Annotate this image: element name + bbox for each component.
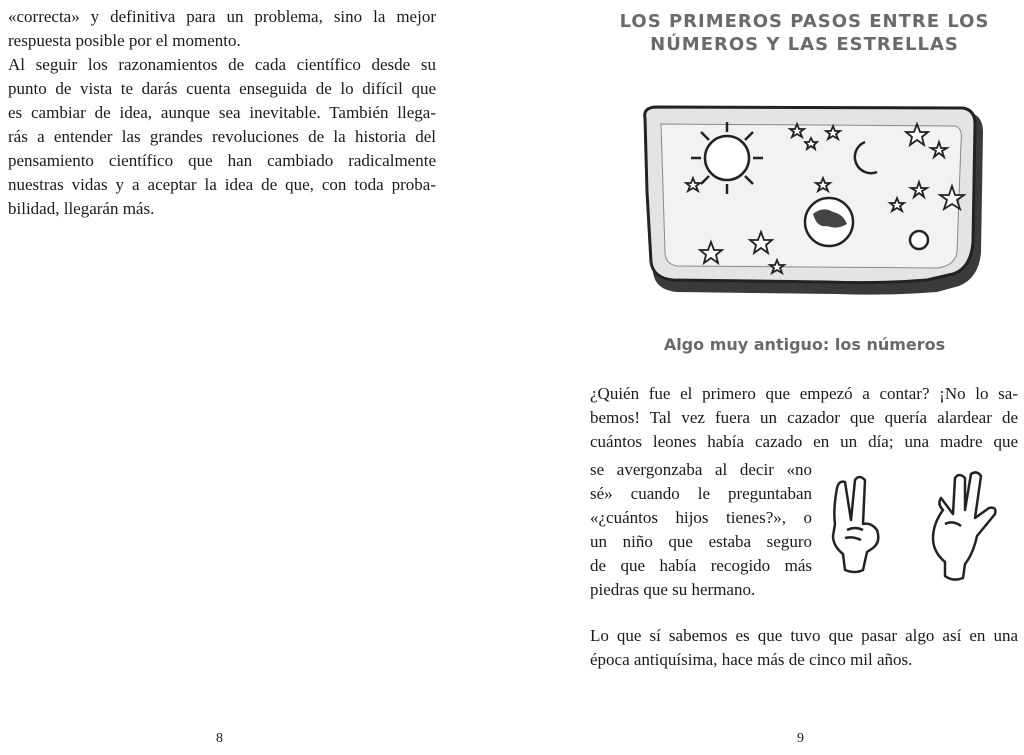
page-number: 8 [216, 731, 223, 746]
paragraph-2 [590, 624, 1018, 672]
text-line: «correcta» y definitiva para un problema, sino la mejor [8, 7, 436, 26]
hand-three-fingers-icon [933, 472, 995, 579]
text-line: nuestras vidas y a aceptar la idea de que, con toda proba- [8, 175, 436, 194]
paragraph-1 [590, 382, 1018, 454]
text-line: piedras que su hermano. [590, 580, 756, 599]
text-line: de que había recogido más [590, 556, 812, 575]
section-title: Algo muy antiguo: los números [663, 335, 946, 354]
text-line: Lo que sí sabemos es que tuvo que pasar algo así en una [590, 626, 1018, 645]
text-line: punto de vista te darás cuenta enseguida de lo difícil que [8, 79, 436, 98]
text-line: se avergonzaba al decir «no [590, 460, 812, 479]
text-line: cuántos leones había cazado en un día; una madre que [590, 432, 1018, 451]
text-line: época antiquísima, hace más de cinco mil años. [590, 650, 913, 669]
stone-tablet-illustration [637, 102, 987, 302]
page-number: 9 [797, 731, 804, 746]
text-line: es cambiar de idea, aunque sea inevitable. También llega- [8, 103, 436, 122]
text-line: bilidad, llegarán más. [8, 199, 155, 218]
text-line: pensamiento científico que han cambiado radicalmente [8, 151, 436, 170]
text-line: sé» cuando le preguntaban [590, 484, 812, 503]
hand-two-fingers-icon [833, 477, 878, 572]
text-line: respuesta posible por el momento. [8, 31, 241, 50]
text-line: un niño que estaba seguro [590, 532, 812, 551]
text-line: «¿cuántos hijos tienes?», o [590, 508, 812, 527]
chapter-title-line: LOS PRIMEROS PASOS ENTRE LOS [619, 11, 990, 32]
planet-icon [910, 231, 928, 249]
chapter-title [612, 10, 997, 56]
text-line: ¿Quién fue el primero que empezó a contar? ¡No lo sa- [590, 384, 1018, 403]
text-line: rás a entender las grandes revoluciones de la historia del [8, 127, 436, 146]
right-page [512, 0, 1024, 755]
paragraph-1-wrapped [590, 458, 812, 602]
earth-icon [805, 198, 853, 246]
text-line: Al seguir los razonamientos de cada científico desde su [8, 55, 436, 74]
left-page-text [8, 5, 436, 221]
counting-hands-illustration [825, 470, 1000, 590]
text-line: bemos! Tal vez fuera un cazador que quería alardear de [590, 408, 1018, 427]
chapter-title-line: NÚMEROS Y LAS ESTRELLAS [650, 34, 959, 55]
